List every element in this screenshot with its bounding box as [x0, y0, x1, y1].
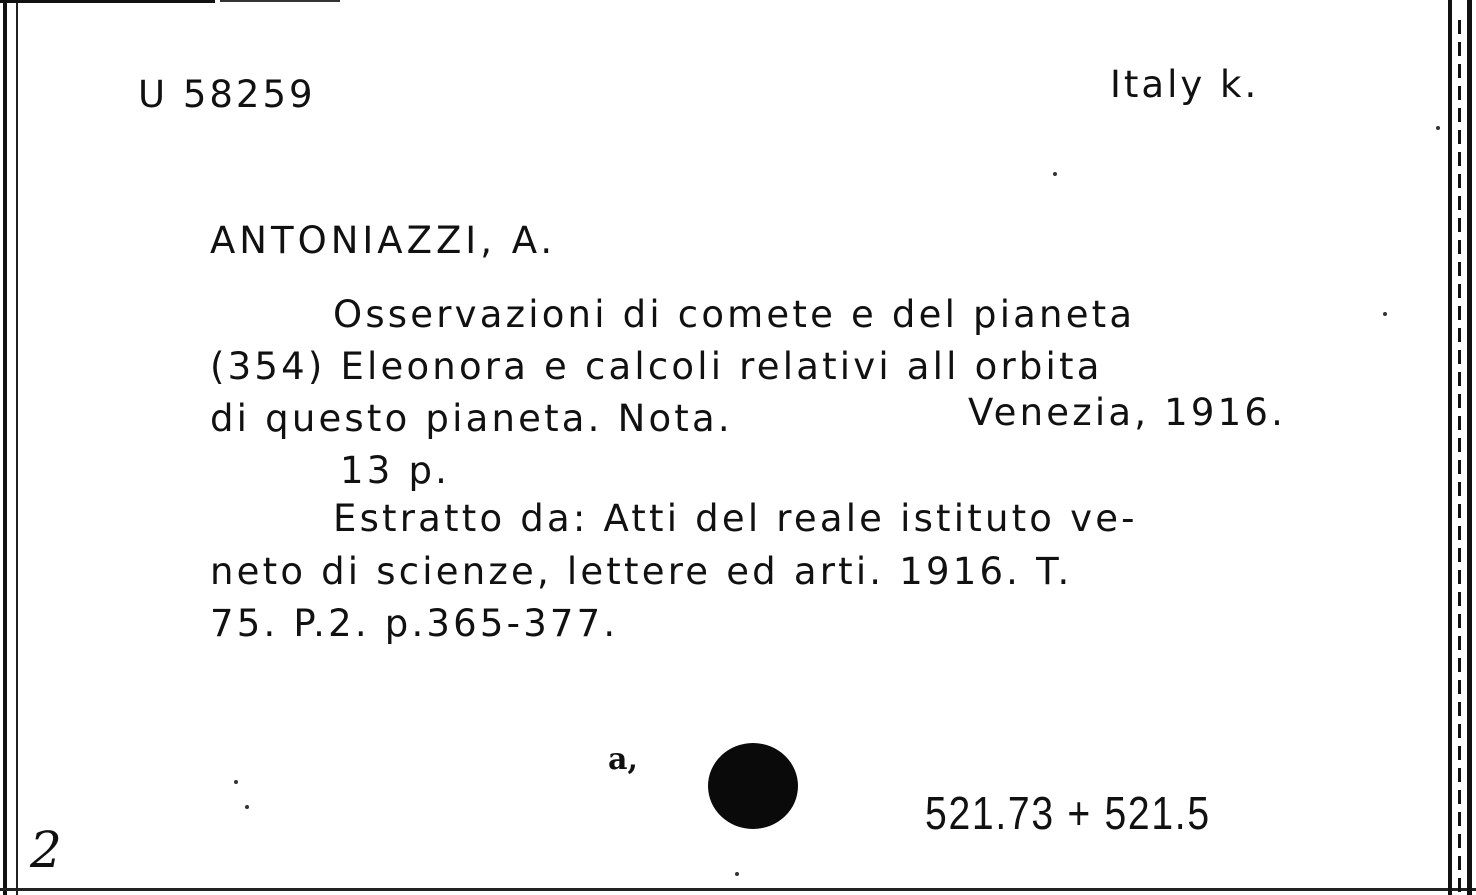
note-line-2: neto di scienze, lettere ed arti. 1916. T.	[210, 550, 1073, 593]
handwritten-mark: a,	[608, 742, 638, 777]
title-line-2: (354) Eleonora e calcoli relativi all orbita	[210, 345, 1103, 388]
speck	[1436, 126, 1440, 130]
title-line-1: Osservazioni di comete e del pianeta	[333, 293, 1136, 336]
note-line-3: 75. P.2. p.365-377.	[210, 602, 619, 645]
card-border-left	[3, 0, 7, 895]
card-border-right-outer	[1467, 0, 1472, 895]
classification-number: 521.73 + 521.5	[925, 787, 1211, 839]
pagination: 13 p.	[340, 449, 451, 492]
title-line-3: di questo pianeta. Nota.	[210, 397, 733, 440]
punch-hole	[708, 743, 798, 829]
speck	[735, 872, 739, 876]
card-border-right	[1448, 0, 1452, 895]
author-heading: ANTONIAZZI, A.	[210, 219, 557, 262]
speck	[1053, 172, 1057, 176]
imprint: Venezia, 1916.	[968, 391, 1287, 434]
speck	[245, 805, 249, 809]
speck	[234, 780, 238, 784]
note-line-1: Estratto da: Atti del reale istituto ve-	[333, 497, 1138, 540]
card-border-left-inner	[16, 0, 18, 895]
card-border-right-dashed	[1458, 20, 1461, 895]
card-number: 2	[30, 821, 62, 879]
call-number: U 58259	[138, 73, 316, 116]
card-border-bottom	[0, 888, 1476, 891]
card-border-top-segment	[220, 0, 340, 2]
card-border-top	[0, 0, 215, 3]
region-label: Italy k.	[1110, 63, 1260, 106]
speck	[1383, 312, 1387, 316]
